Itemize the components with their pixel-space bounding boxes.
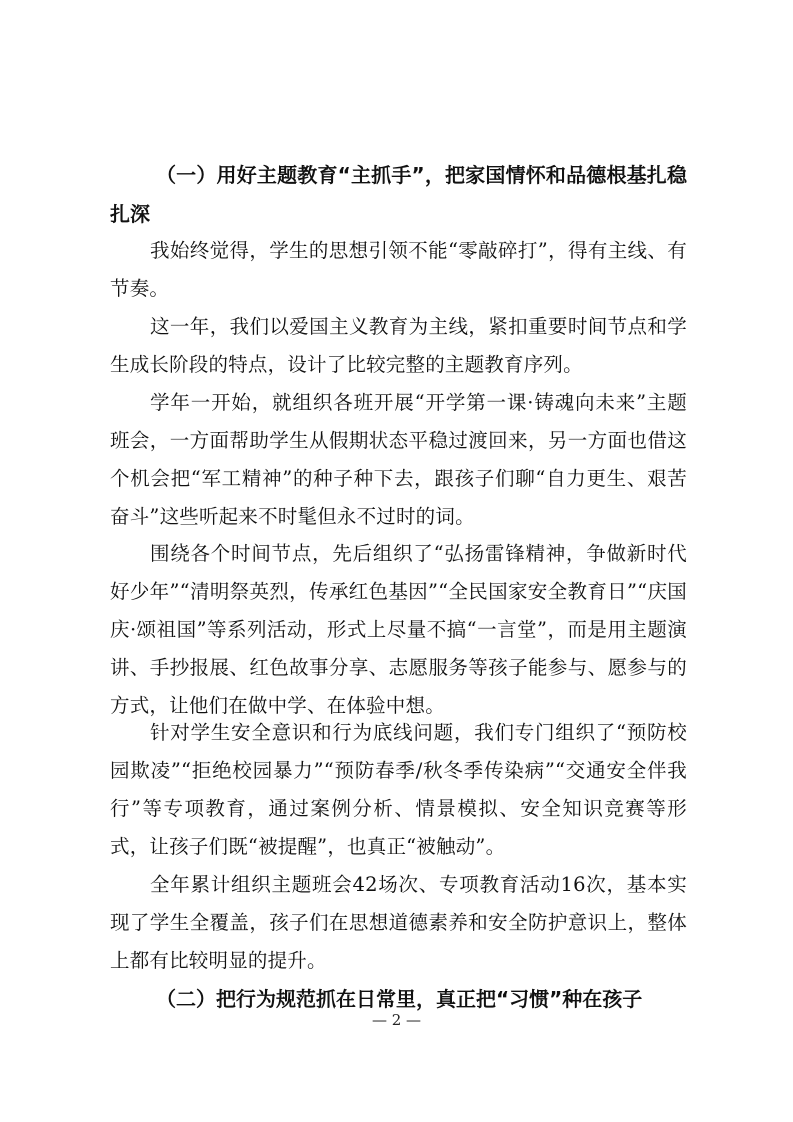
paragraph-3: 学年一开始，就组织各班开展“开学第一课·铸魂向未来”主题班会，一方面帮助学生从假期状态平稳过渡回来，另一方面也借这个机会把“军工精神”的种子种下去，跟孩子们聊“自力更生、艰苦奋斗”这些听起来不时髦但永不过时的词。 xyxy=(110,391,687,528)
body-paragraph xyxy=(110,714,687,866)
section-heading-one: （一）用好主题教育“主抓手”，把家国情怀和品德根基扎稳扎深 xyxy=(110,163,687,226)
paragraph-2: 这一年，我们以爱国主义教育为主线，紧扣重要时间节点和学生成长阶段的特点，设计了比较完整的主题教育序列。 xyxy=(110,315,687,376)
page-number: — 2 — xyxy=(371,1011,422,1029)
body-paragraph xyxy=(110,384,687,536)
body-paragraph xyxy=(110,232,687,308)
body-paragraph xyxy=(110,308,687,384)
body-paragraph xyxy=(110,866,687,980)
section-one xyxy=(110,156,687,234)
section-heading-two: （二）把行为规范抓在日常里，真正把“习惯”种在孩子 xyxy=(156,987,643,1011)
paragraph-1: 我始终觉得，学生的思想引领不能“零敲碎打”，得有主线、有节奏。 xyxy=(110,239,687,300)
paragraph-4: 围绕各个时间节点，先后组织了“弘扬雷锋精神，争做新时代好少年”“清明祭英烈，传承红色基因”“全民国家安全教育日”“庆国庆·颂祖国”等系列活动，形式上尽量不搞“一言堂”，而是用主题演讲、手抄报展、红色故事分享、志愿服务等孩子能参与、愿参与的方式，让他们在做中学、在体验中想。 xyxy=(110,542,687,717)
body-paragraph xyxy=(110,535,687,725)
paragraph-5: 针对学生安全意识和行为底线问题，我们专门组织了“预防校园欺凌”“拒绝校园暴力”“预防春季/秋冬季传染病”“交通安全伴我行”等专项教育，通过案例分析、情景模拟、安全知识竞赛等形式，让孩子们既“被提醒”，也真正“被触动”。 xyxy=(110,721,687,858)
paragraph-6: 全年累计组织主题班会42场次、专项教育活动16次，基本实现了学生全覆盖，孩子们在思想道德素养和安全防护意识上，整体上都有比较明显的提升。 xyxy=(110,873,687,972)
